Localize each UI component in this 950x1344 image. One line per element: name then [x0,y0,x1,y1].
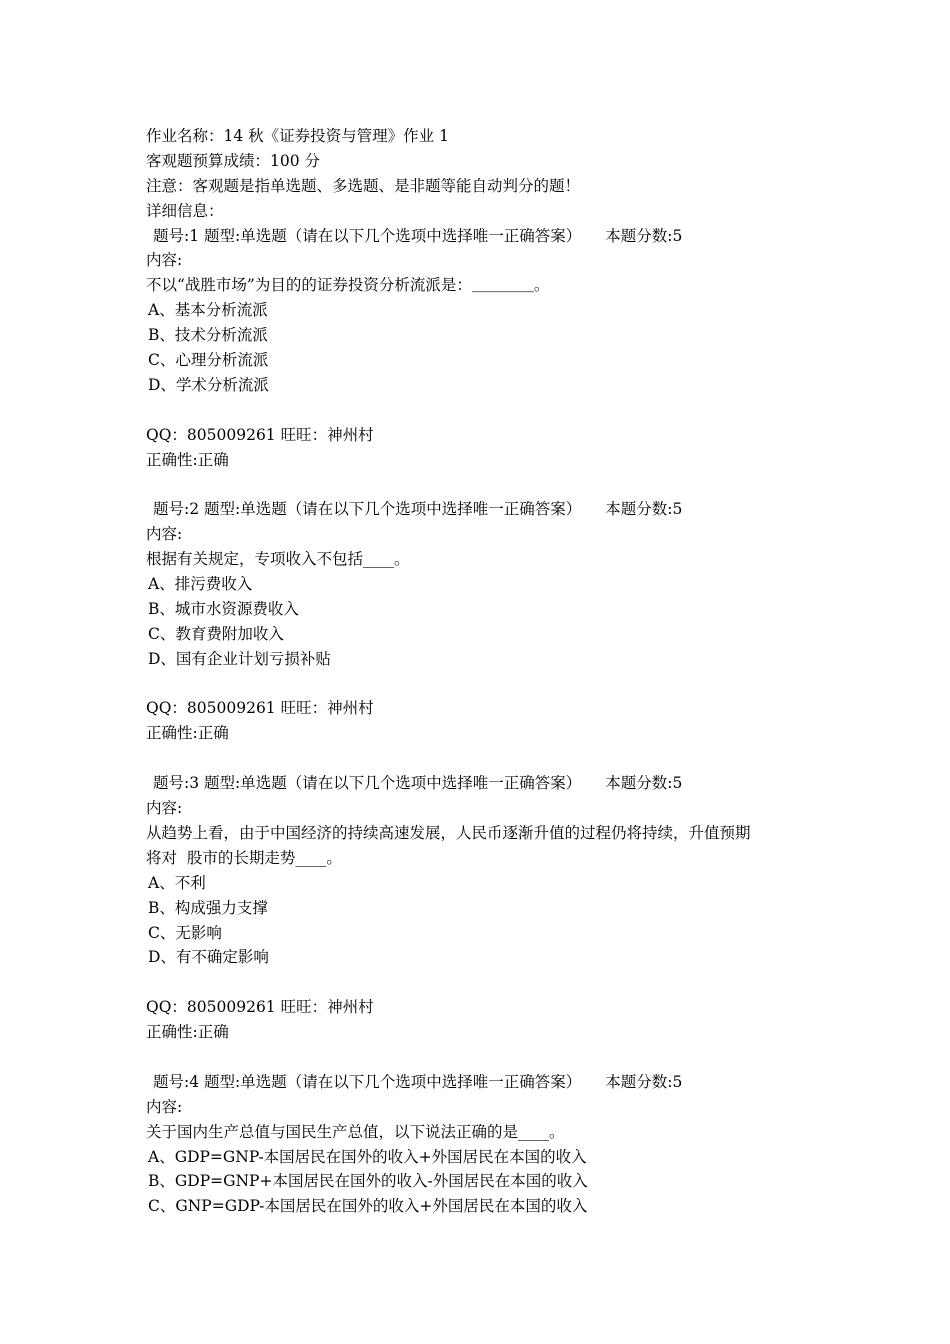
option-d: D、学术分析流派 [148,375,269,394]
option-a: A、排污费收入 [148,575,253,594]
option-b: B、技术分析流派 [148,326,268,345]
question-stem: 关于国内生产总值与国民生产总值，以下说法正确的是____。 [146,1122,565,1141]
option-a: A、基本分析流派 [148,301,268,320]
question-stem-line-1: 从趋势上看，由于中国经济的持续高速发展，人民币逐渐升值的过程仍将持续，升值预期 [146,823,751,842]
question-1 [146,224,826,498]
question-header [146,497,826,522]
question-type: 题型:单选题（请在以下几个选项中选择唯一正确答案） [204,774,582,793]
content-label: 内容: [146,525,183,544]
document-page [146,124,826,1219]
question-score: 本题分数:5 [605,1072,683,1091]
question-4 [146,1070,826,1219]
option-b: B、构成强力支撑 [148,898,268,917]
option-c: C、教育费附加收入 [148,624,284,643]
question-number: 题号:3 [153,774,200,793]
option-b: B、城市水资源费收入 [148,599,299,618]
content-label: 内容: [146,1097,183,1116]
question-stem-line-2: 将对 股市的长期走势____。 [146,848,342,867]
question-score: 本题分数:5 [605,226,683,245]
question-number: 题号:4 [153,1072,200,1091]
question-type: 题型:单选题（请在以下几个选项中选择唯一正确答案） [204,500,582,519]
contact-info: QQ：805009261 旺旺：神州村 [146,425,374,444]
question-number: 题号:2 [153,500,200,519]
correctness: 正确性:正确 [146,1023,229,1042]
option-a: A、不利 [148,873,206,892]
correctness: 正确性:正确 [146,724,229,743]
question-2 [146,497,826,771]
content-label: 内容: [146,251,183,270]
content-label: 内容: [146,799,183,818]
question-header [146,224,826,249]
question-number: 题号:1 [153,226,200,245]
details-label: 详细信息： [146,201,224,220]
contact-info: QQ：805009261 旺旺：神州村 [146,699,374,718]
question-score: 本题分数:5 [605,774,683,793]
question-3 [146,771,826,1070]
option-c: C、心理分析流派 [148,351,269,370]
correctness: 正确性:正确 [146,450,229,469]
objective-score: 客观题预算成绩：100 分 [146,151,321,170]
option-c: C、无影响 [148,923,222,942]
question-header [146,771,826,796]
option-d: D、国有企业计划亏损补贴 [148,649,331,668]
option-b: B、GDP=GNP+本国居民在国外的收入-外国居民在本国的收入 [148,1172,588,1191]
question-stem: 根据有关规定，专项收入不包括____。 [146,550,410,569]
question-header [146,1070,826,1095]
question-stem: 不以“战胜市场”为目的的证券投资分析流派是：＿＿＿＿。 [146,276,550,295]
option-c: C、GNP=GDP-本国居民在国外的收入+外国居民在本国的收入 [148,1197,588,1216]
question-type: 题型:单选题（请在以下几个选项中选择唯一正确答案） [204,226,582,245]
contact-info: QQ：805009261 旺旺：神州村 [146,998,374,1017]
option-a: A、GDP=GNP-本国居民在国外的收入+外国居民在本国的收入 [148,1147,587,1166]
question-type: 题型:单选题（请在以下几个选项中选择唯一正确答案） [204,1072,582,1091]
assignment-name: 作业名称：14 秋《证券投资与管理》作业 1 [146,127,449,145]
note: 注意：客观题是指单选题、多选题、是非题等能自动判分的题！ [146,176,581,195]
option-d: D、有不确定影响 [148,948,269,967]
question-score: 本题分数:5 [605,500,683,519]
